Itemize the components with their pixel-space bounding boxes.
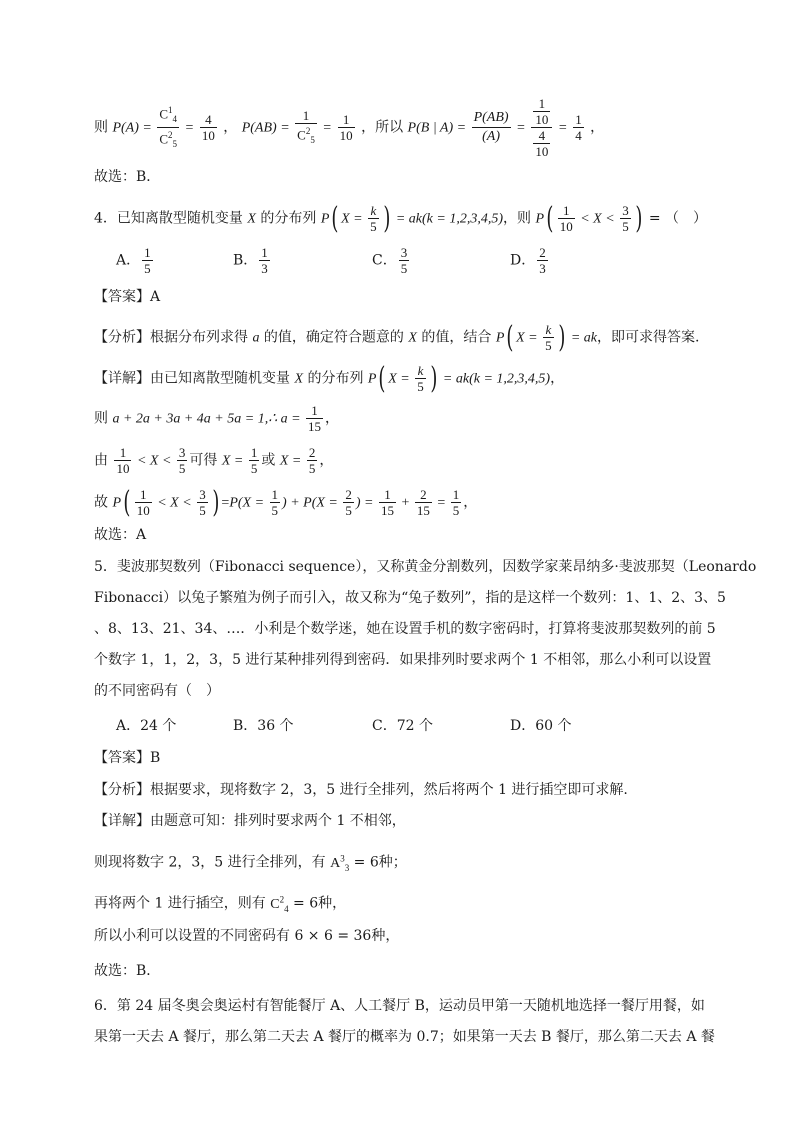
option-label: D．: [510, 252, 536, 269]
calc-plus: ) + P(X =: [282, 495, 342, 511]
den: 10: [136, 503, 150, 518]
option-text: 60 个: [535, 718, 572, 734]
num: 3: [400, 245, 408, 260]
q6-stem-line-1: 6．第 24 届冬奥会奥运村有智能餐厅 A、人工餐厅 B，运动员甲第一天随机地选择一餐厅用餐，如: [94, 998, 705, 1014]
q5-analysis: [94, 780, 628, 800]
num: 1: [135, 487, 152, 503]
q4-detail: [94, 360, 565, 396]
detail-text: 的分布列: [303, 370, 368, 387]
paren-open: (: [378, 360, 386, 396]
option-label: B．: [233, 252, 258, 269]
step-text: 则现将数字 2，3，5 进行全排列，有: [94, 854, 331, 871]
num: 1: [271, 487, 279, 502]
option-label: C．: [372, 252, 397, 269]
frac-1-10: [558, 203, 575, 234]
detail-text: 由已知离散型随机变量: [150, 370, 295, 387]
num: 2: [539, 245, 546, 260]
q5-step-3: 所以小利可以设置的不同密码有 6 × 6 = 36种，: [94, 928, 400, 944]
q4-answer: [94, 287, 160, 307]
analysis-tag: 【分析】: [94, 329, 150, 346]
q4-option-a[interactable]: [116, 245, 155, 276]
frac-2-15: [415, 487, 432, 518]
paren-close: ): [382, 200, 390, 236]
paren-close: ): [557, 319, 565, 355]
paren-open: (: [331, 200, 339, 236]
num: 2: [415, 487, 432, 503]
option-frac: [537, 245, 548, 276]
q4-option-c[interactable]: [372, 245, 411, 276]
option-text: 36 个: [257, 718, 294, 734]
q5-step-1: [94, 848, 407, 877]
var-a: a: [252, 330, 260, 346]
detail-tag: 【详解】: [94, 813, 150, 829]
den: 5: [345, 503, 352, 518]
answer-value: B: [150, 750, 161, 766]
var-x: X: [408, 330, 417, 346]
var-x: X: [294, 371, 304, 387]
num: k: [543, 322, 554, 338]
num: 1: [250, 445, 258, 460]
sub: 5: [172, 138, 177, 149]
calc-p1: P(X =: [229, 495, 268, 511]
dist-eq: = ak: [567, 330, 597, 346]
den: 5: [144, 261, 151, 276]
frac-1-15: [306, 403, 323, 434]
x-eq: X =: [341, 211, 367, 227]
ask-eq: = （ ）: [644, 210, 708, 227]
dist-cond: (k = 1,2,3,4,5): [469, 371, 551, 387]
from-prefix: 由: [94, 452, 113, 469]
den: 5: [400, 261, 408, 276]
option-text: 24 个: [140, 718, 177, 734]
q5-stem-line-3: 、8、13、21、34、…．小利是个数学迷，她在设置手机的数字密码时，打算将斐波那契数列的前 5: [94, 621, 716, 637]
sum-expr: a + 2a + 3a + 4a + 5a = 1,∴ a =: [112, 411, 305, 427]
paren-close: ): [212, 484, 220, 520]
p-symbol: P: [367, 371, 377, 387]
q4-stem-a: 4．已知离散型随机变量: [94, 210, 248, 227]
var-x: X: [247, 211, 256, 227]
q5-option-a[interactable]: [116, 716, 176, 736]
q4-stem-c: ，则: [503, 210, 536, 227]
p-symbol: P: [535, 211, 545, 227]
step-text: 再将两个 1 进行插空，则有: [94, 895, 271, 912]
den: 5: [452, 503, 460, 518]
p-symbol: P: [495, 330, 505, 346]
text-prefix: 则: [94, 119, 108, 136]
detail-end: ，: [550, 370, 565, 387]
pab-label: P(AB) =: [241, 120, 294, 136]
sum-end: ，: [325, 410, 340, 427]
pa-label: P(A) =: [112, 120, 156, 136]
den: 5: [417, 379, 424, 394]
num: 1: [558, 203, 575, 219]
perm-a: A: [330, 855, 341, 871]
frac-k-5: [368, 203, 379, 234]
eq-sign: =: [517, 120, 525, 136]
num: 1: [306, 403, 323, 419]
comb-c: C: [159, 106, 168, 122]
q5-stem-line-4: 个数字 1，1，2，3，5 进行某种排列得到密码．如果排列时要求两个 1 不相邻，那么小利可以设置: [94, 652, 712, 668]
num: 3: [178, 445, 186, 460]
num: 1: [261, 245, 268, 260]
paren-open: (: [506, 319, 514, 355]
step-text: = 6种，: [288, 895, 347, 912]
q4-choice-line: 故选：A: [94, 527, 147, 543]
analysis-text: 根据要求，现将数字 2，3，5 进行全排列，然后将两个 1 进行插空即可求解.: [150, 782, 628, 798]
num: 4: [533, 128, 550, 144]
num: 1: [295, 108, 317, 124]
q4-option-b[interactable]: [233, 245, 272, 276]
q4-analysis: [94, 319, 700, 355]
end-comma: ，: [590, 119, 605, 136]
prob-formula-line: [94, 96, 604, 159]
den: 10: [535, 144, 549, 159]
eq-sign: =: [558, 120, 567, 136]
sub: 5: [310, 134, 315, 145]
frac-k-5: [415, 363, 426, 394]
calc-close: ) =: [355, 495, 377, 511]
q4-option-d[interactable]: [510, 245, 550, 276]
num: 1: [338, 112, 355, 128]
frac-1-15: [379, 487, 396, 518]
ask-mid: < X <: [153, 495, 196, 511]
analysis-text: 的值，确定符合题意的: [259, 329, 409, 346]
num: 2: [308, 445, 316, 460]
num: 1: [379, 487, 396, 503]
den: 10: [535, 112, 549, 127]
option-text: 72 个: [396, 718, 433, 734]
den: 5: [271, 503, 279, 518]
frac-1-10: [338, 112, 355, 143]
q4-from-line: [94, 445, 333, 476]
q5-choice-line: 故选：B．: [94, 963, 161, 979]
frac-1-4: [573, 112, 584, 143]
paren-open: (: [546, 200, 554, 236]
q5-option-c[interactable]: [372, 716, 433, 736]
step-text: = 6种；: [349, 854, 407, 871]
q4-stem: [94, 200, 708, 236]
q4-sum-line: [94, 403, 339, 434]
sub: 4: [284, 903, 289, 914]
so-text: ，所以: [361, 119, 404, 136]
or-text: 或: [261, 452, 280, 469]
den: 3: [261, 261, 268, 276]
sup: 2: [305, 125, 311, 136]
frac-1-10: [114, 445, 131, 476]
frac-k-5: [543, 322, 554, 353]
num: 1: [533, 96, 550, 112]
eq-sign: =: [185, 120, 194, 136]
frac-pab-pa: [472, 109, 511, 146]
den: 15: [416, 503, 430, 518]
den: 5: [308, 461, 316, 476]
option-label: B．: [233, 718, 258, 734]
q4-calc-line: [94, 484, 478, 520]
frac-4-10: [200, 112, 217, 143]
p-symbol: P: [320, 211, 330, 227]
q5-stem-line-1: 5．斐波那契数列（Fibonacci sequence），又称黄金分割数列，因数学家莱昂纳多·斐波那契（Leonardo: [94, 559, 757, 575]
num: 1: [452, 487, 460, 502]
option-frac: [259, 245, 270, 276]
dist-eq: = ak: [439, 371, 470, 387]
frac-1-5: [270, 487, 281, 518]
answer-value: A: [150, 289, 161, 305]
num: 1: [144, 245, 151, 260]
q5-stem-line-5: 的不同密码有（ ）: [94, 683, 220, 699]
comb-c: C: [270, 896, 280, 912]
so-prefix: 故: [94, 494, 113, 511]
den: 10: [116, 461, 130, 476]
sub: 3: [344, 862, 350, 873]
sum-prefix: 则: [94, 410, 113, 427]
sub: 4: [172, 114, 177, 124]
x-eq: X =: [279, 453, 305, 469]
sup: 3: [340, 853, 345, 863]
analysis-text: ，即可求得答案.: [597, 329, 700, 346]
calc-add: +: [397, 495, 413, 511]
answer-tag: 【答案】: [94, 289, 150, 305]
paren-close: ): [430, 360, 438, 396]
x-eq: X =: [221, 453, 247, 469]
detail-tag: 【详解】: [94, 370, 150, 387]
frac-3-5: [177, 445, 188, 476]
den: 3: [539, 261, 546, 276]
eq-sign: =: [323, 120, 332, 136]
num: 3: [622, 203, 629, 218]
den: 5: [178, 461, 186, 476]
den: 4: [575, 128, 582, 143]
detail-text: 由题意可知：排列时要求两个 1 不相邻，: [150, 813, 406, 829]
frac-c41-c52: [157, 103, 179, 152]
num: 2: [345, 487, 352, 502]
analysis-text: 根据分布列求得: [150, 329, 253, 346]
num: k: [415, 363, 426, 379]
x-eq: X =: [388, 371, 414, 387]
frac-2-5: [307, 445, 318, 476]
q5-option-b[interactable]: [233, 716, 294, 736]
num: 4: [200, 112, 217, 128]
den: 15: [308, 419, 322, 434]
den: 10: [559, 219, 573, 234]
frac-3-5: [197, 487, 208, 518]
dist-eq: = ak: [392, 211, 422, 227]
calc-end: ，: [463, 494, 478, 511]
frac-2-5: [343, 487, 354, 518]
den: 10: [339, 128, 353, 143]
option-label: C．: [372, 718, 397, 734]
frac-3-5: [620, 203, 631, 234]
sep: ，: [223, 119, 238, 136]
eq-sign: =: [221, 495, 230, 511]
den: 5: [370, 219, 377, 234]
q5-step-2: [94, 889, 346, 918]
num: k: [368, 203, 379, 219]
frac-1-c52: $\frac{1}{C^2_5}$: [297, 107, 315, 145]
option-frac: [399, 245, 410, 276]
option-label: A．: [116, 252, 141, 269]
paren-open: (: [123, 484, 131, 520]
option-label: A．: [116, 718, 141, 734]
choice-line-b: 故选：B．: [94, 169, 161, 185]
num: 1: [575, 112, 582, 127]
frac-1-5: [451, 487, 462, 518]
sup: 1: [168, 105, 173, 116]
frac-1-10: [135, 487, 152, 518]
q5-stem-line-2: Fibonacci）以兔子繁殖为例子而引入，故又称为“兔子数列”，指的是这样一个数列：1、1、2、3、5: [94, 590, 726, 606]
p-symbol: P: [112, 495, 122, 511]
frac-1-5: [249, 445, 260, 476]
num: 1: [114, 445, 131, 461]
sup: 2: [168, 130, 173, 140]
q5-answer: [94, 748, 160, 768]
q5-detail: [94, 811, 406, 831]
analysis-text: 的值，结合: [416, 329, 496, 346]
comb-c: C: [159, 131, 168, 147]
den: 5: [250, 461, 258, 476]
from-mid: 可得: [189, 452, 222, 469]
den: 5: [622, 219, 629, 234]
q5-option-d[interactable]: [510, 716, 572, 736]
calc-eq: =: [433, 495, 449, 511]
den: (A): [482, 129, 501, 144]
from-end: ，: [319, 452, 334, 469]
den: 5: [199, 503, 206, 518]
answer-tag: 【答案】: [94, 750, 150, 766]
den: 10: [201, 128, 215, 143]
q4-stem-b: 的分布列: [255, 210, 321, 227]
num: P(AB): [472, 109, 511, 128]
den: 5: [545, 338, 552, 353]
dist-cond: (k = 1,2,3,4,5): [422, 211, 503, 227]
pba-label: P(B | A) =: [407, 120, 470, 136]
analysis-tag: 【分析】: [94, 782, 150, 798]
den: 15: [380, 503, 394, 518]
ask-mid: < X <: [133, 453, 175, 469]
x-eq: X =: [516, 330, 542, 346]
sup: 2: [279, 894, 285, 904]
num: 3: [199, 487, 206, 502]
option-frac: [142, 245, 153, 276]
option-label: D．: [510, 718, 536, 734]
q6-stem-line-2: 果第一天去 A 餐厅，那么第二天去 A 餐厅的概率为 0.7；如果第一天去 B 餐厅，那么第二天去 A 餐: [94, 1029, 715, 1045]
ask-mid: < X <: [576, 211, 619, 227]
paren-close: ): [635, 200, 643, 236]
nested-frac: [531, 96, 552, 159]
